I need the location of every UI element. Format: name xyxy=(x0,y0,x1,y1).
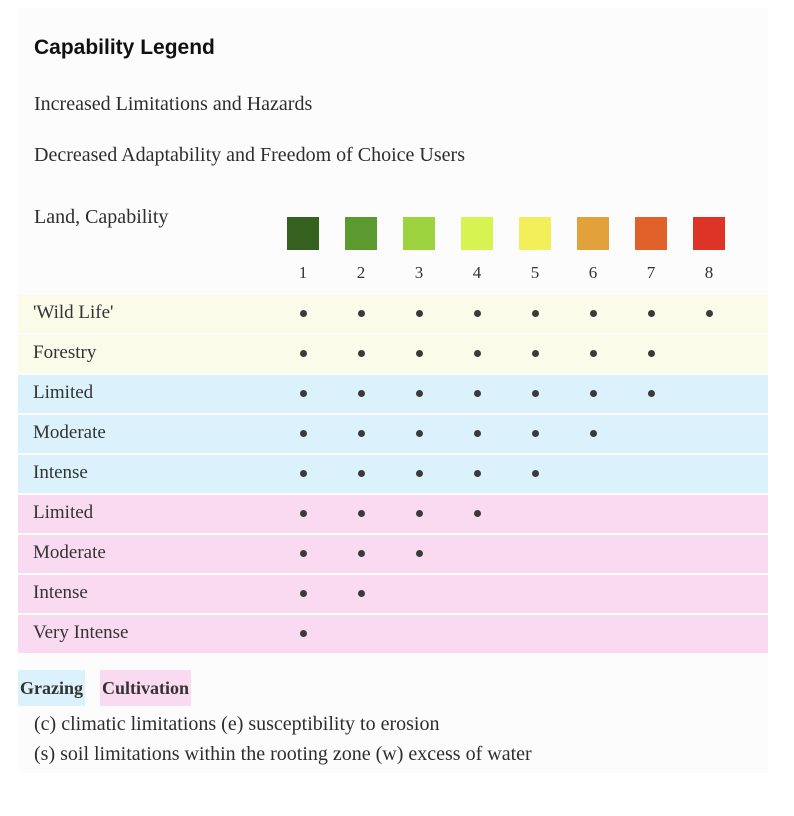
capability-number-4: 4 xyxy=(472,263,482,282)
capability-swatch-6 xyxy=(577,217,609,250)
suitability-dot xyxy=(416,470,423,477)
suitability-dot xyxy=(358,350,365,357)
capability-number-6: 6 xyxy=(588,263,598,282)
grazing-legend-tag: Grazing xyxy=(18,670,85,706)
row-label: 'Wild Life' xyxy=(33,302,114,323)
suitability-dot xyxy=(532,350,539,357)
row-label: Limited xyxy=(33,382,94,403)
cultivation-legend-tag: Cultivation xyxy=(100,670,191,706)
row-label: Very Intense xyxy=(33,622,129,643)
capability-number-2: 2 xyxy=(356,263,366,282)
suitability-dot xyxy=(300,470,307,477)
limitations-line: Increased Limitations and Hazards xyxy=(34,93,313,115)
note-line-2: (s) soil limitations within the rooting zone (w) excess of water xyxy=(34,743,532,765)
suitability-dot xyxy=(590,350,597,357)
suitability-dot xyxy=(300,390,307,397)
capability-number-7: 7 xyxy=(646,263,656,282)
land-capability-label: Land, Capability xyxy=(34,206,169,228)
suitability-dot xyxy=(416,350,423,357)
suitability-dot xyxy=(358,470,365,477)
suitability-dot xyxy=(532,310,539,317)
suitability-dot xyxy=(300,550,307,557)
row-label: Intense xyxy=(33,462,88,483)
table-row-wild xyxy=(18,335,768,373)
suitability-dot xyxy=(300,350,307,357)
suitability-dot xyxy=(590,310,597,317)
table-row-wild xyxy=(18,295,768,333)
suitability-dot xyxy=(706,310,713,317)
suitability-dot xyxy=(474,390,481,397)
suitability-dot xyxy=(300,310,307,317)
suitability-dot xyxy=(358,550,365,557)
capability-swatch-3 xyxy=(403,217,435,250)
suitability-dot xyxy=(416,310,423,317)
suitability-dot xyxy=(590,430,597,437)
suitability-dot xyxy=(648,310,655,317)
suitability-dot xyxy=(300,630,307,637)
capability-number-5: 5 xyxy=(530,263,540,282)
table-row-grazing xyxy=(18,415,768,453)
adaptability-line: Decreased Adaptability and Freedom of Choice Users xyxy=(34,144,465,166)
table-row-cultivation xyxy=(18,535,768,573)
suitability-dot xyxy=(358,310,365,317)
suitability-dot xyxy=(358,510,365,517)
capability-swatch-2 xyxy=(345,217,377,250)
suitability-dot xyxy=(358,390,365,397)
capability-swatch-8 xyxy=(693,217,725,250)
capability-number-3: 3 xyxy=(414,263,424,282)
suitability-dot xyxy=(648,350,655,357)
table-row-grazing xyxy=(18,375,768,413)
suitability-dot xyxy=(474,470,481,477)
suitability-dot xyxy=(474,510,481,517)
suitability-dot xyxy=(358,430,365,437)
suitability-dot xyxy=(300,430,307,437)
capability-swatch-7 xyxy=(635,217,667,250)
capability-swatch-4 xyxy=(461,217,493,250)
capability-number-1: 1 xyxy=(298,263,308,282)
row-label: Limited xyxy=(33,502,94,523)
row-label: Moderate xyxy=(33,542,106,563)
suitability-dot xyxy=(300,590,307,597)
capability-swatch-1 xyxy=(287,217,319,250)
suitability-dot xyxy=(532,470,539,477)
suitability-dot xyxy=(648,390,655,397)
row-label: Forestry xyxy=(33,342,97,363)
suitability-dot xyxy=(474,310,481,317)
note-line-1: (c) climatic limitations (e) susceptibility to erosion xyxy=(34,713,440,735)
suitability-dot xyxy=(300,510,307,517)
suitability-dot xyxy=(532,430,539,437)
table-row-cultivation xyxy=(18,575,768,613)
row-label: Intense xyxy=(33,582,88,603)
suitability-dot xyxy=(416,550,423,557)
suitability-dot xyxy=(358,590,365,597)
suitability-dot xyxy=(532,390,539,397)
suitability-dot xyxy=(474,350,481,357)
suitability-dot xyxy=(416,390,423,397)
legend-title: Capability Legend xyxy=(34,36,215,59)
suitability-dot xyxy=(416,430,423,437)
capability-swatch-5 xyxy=(519,217,551,250)
suitability-dot xyxy=(416,510,423,517)
table-row-grazing xyxy=(18,455,768,493)
suitability-dot xyxy=(590,390,597,397)
row-label: Moderate xyxy=(33,422,106,443)
table-row-cultivation xyxy=(18,615,768,653)
capability-number-8: 8 xyxy=(704,263,714,282)
suitability-dot xyxy=(474,430,481,437)
table-row-cultivation xyxy=(18,495,768,533)
